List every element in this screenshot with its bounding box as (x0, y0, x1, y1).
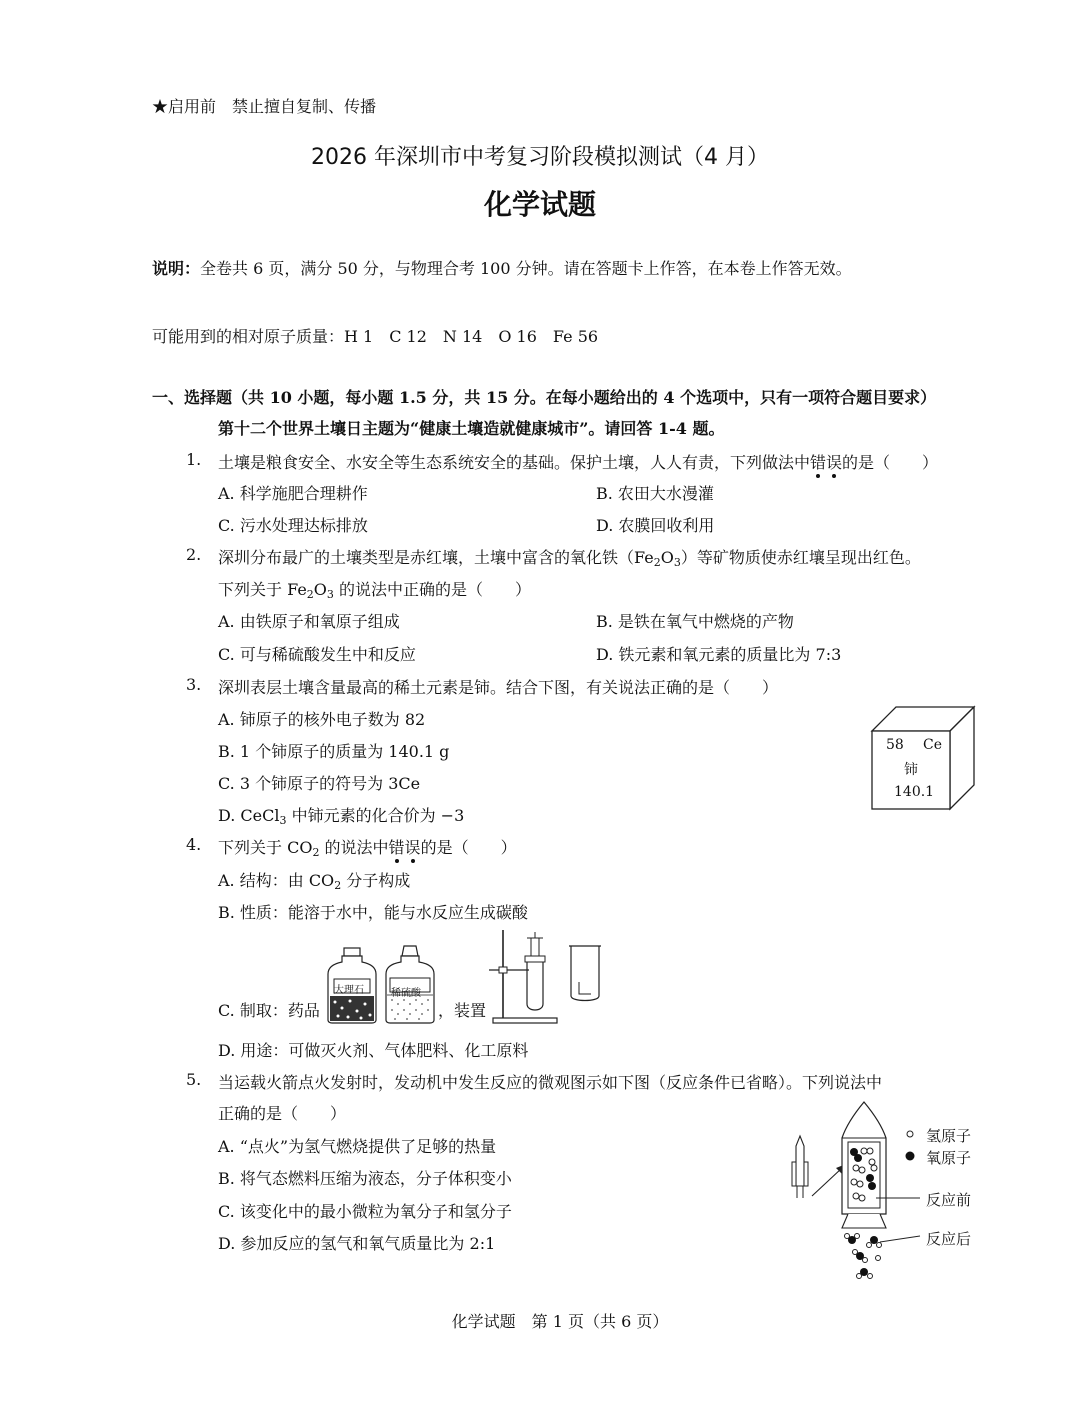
oxygen-atom (868, 1182, 876, 1190)
pointer-after (880, 1236, 920, 1242)
hydrogen-atom (867, 1148, 873, 1154)
hydrogen-atom (868, 1274, 873, 1279)
clamp-holder (499, 967, 507, 973)
atomic-masses: 可能用到的相对原子质量：H 1 C 12 N 14 O 16 Fe 56 (152, 327, 599, 346)
emphasis-dot (816, 474, 820, 478)
q3-number: 3. (186, 675, 202, 694)
hydrogen-atom (863, 1258, 868, 1263)
small-rocket-body (796, 1136, 804, 1186)
q2-option-c: C. 可与稀硫酸发生中和反应 (218, 645, 416, 664)
q2-line1-a: 深圳分布最广的土壤类型是赤红壤，土壤中富含的氧化铁（Fe (218, 548, 654, 567)
hydrogen-atom (853, 1193, 859, 1199)
hydrogen-atom (857, 1274, 862, 1279)
q2-stem-line2 (218, 577, 531, 600)
q5-stem-line1: 当运载火箭点火发射时，发动机中发生反应的微观图示如下图（反应条件已省略）。下列说法中 (218, 1073, 883, 1092)
bottle-stopper (344, 948, 360, 956)
acid-bottle-label: 稀硫酸 (391, 988, 421, 999)
q1-emphasis-text: 错误 (810, 453, 843, 472)
q2-line1-b: ）等矿物质使赤红壤呈现出红色。 (680, 548, 921, 567)
q4-stem-b: 的说法中 (319, 838, 389, 857)
q4-option-b: B. 性质：能溶于水中，能与水反应生成碳酸 (218, 903, 528, 922)
q5-option-b: B. 将气态燃料压缩为液态，分子体积变小 (218, 1169, 512, 1188)
q3-option-c: C. 3 个铈原子的符号为 3Ce (218, 774, 421, 793)
element-symbol: Ce (923, 737, 942, 753)
legend-hydrogen-symbol (907, 1131, 913, 1137)
hydrogen-atom (853, 1250, 858, 1255)
q2-option-a: A. 由铁原子和氧原子组成 (218, 612, 400, 631)
q2-line2-sub2: 2 (306, 588, 314, 601)
q3-option-a: A. 铈原子的核外电子数为 82 (218, 710, 426, 729)
q5-option-c: C. 该变化中的最小微粒为氧分子和氢分子 (218, 1202, 512, 1221)
header-notice: ★启用前 禁止擅自复制、传播 (152, 97, 377, 116)
q1-option-c: C. 污水处理达标排放 (218, 516, 368, 535)
q4-a-sub: 2 (334, 879, 342, 892)
hydrogen-atom (853, 1165, 859, 1171)
q4-option-d: D. 用途：可做灭火剂、气体肥料、化工原料 (218, 1041, 529, 1060)
marble-chips (330, 996, 374, 1021)
hydrogen-atom (859, 1167, 865, 1173)
q5-number: 5. (186, 1070, 202, 1089)
small-rocket-booster (792, 1162, 796, 1186)
q4-stem (218, 835, 517, 858)
element-atomic-number: 58 (886, 737, 904, 753)
q4-option-c-apparatus-label: ，装置 (438, 1001, 487, 1020)
rocket-skirt (842, 1214, 886, 1228)
q2-line2-a: 下列关于 Fe (218, 580, 307, 599)
q5-option-a: A. “点火”为氢气燃烧提供了足够的热量 (218, 1137, 497, 1156)
q1-option-a: A. 科学施肥合理耕作 (218, 484, 368, 503)
q3-stem: 深圳表层土壤含量最高的稀土元素是铈。结合下图，有关说法正确的是（ ） (218, 678, 779, 697)
funnel-stem (531, 938, 539, 956)
marble-bottle-label: 大理石 (334, 985, 364, 996)
q2-sub2: 2 (653, 556, 661, 569)
hydrogen-atom (859, 1195, 865, 1201)
legend-oxygen-symbol (906, 1152, 915, 1161)
section-heading: 一、选择题（共 10 小题，每小题 1.5 分，共 15 分。在每小题给出的 4 个选项中，只有一项符合题目要求） (152, 388, 937, 407)
hydrogen-atom (876, 1256, 881, 1261)
hydrogen-atom (869, 1159, 875, 1165)
oxygen-atom (866, 1174, 874, 1182)
q1-stem-b: 的是（ ） (842, 453, 939, 472)
q2-sub3: 3 (673, 556, 681, 569)
legend-hydrogen-label: 氢原子 (926, 1127, 972, 1145)
q2-line2-sub3: 3 (326, 588, 334, 601)
q1-number: 1. (186, 450, 202, 469)
q4-a-b: 分子构成 (341, 871, 411, 890)
q4-stem-a: 下列关于 CO (218, 838, 313, 857)
gas-collecting-bottle (571, 946, 599, 1001)
iron-stand-base (493, 1018, 557, 1023)
gas-apparatus (487, 926, 612, 1026)
q2-option-d: D. 铁元素和氧元素的质量比为 7:3 (596, 645, 842, 664)
bottle-stopper (402, 946, 418, 956)
emphasis-dot (411, 859, 415, 863)
q2-number: 2. (186, 545, 202, 564)
emphasis-dot (395, 859, 399, 863)
hydrogen-atom (855, 1234, 860, 1239)
q2-stem-line1 (218, 545, 921, 568)
q4-stem-sub: 2 (312, 846, 320, 859)
element-mass: 140.1 (894, 784, 935, 800)
hydrogen-atom (845, 1234, 850, 1239)
q3-d-sub: 3 (279, 814, 287, 827)
zoom-arrow (812, 1168, 842, 1196)
instructions-label: 说明： (152, 259, 201, 278)
rubber-stopper (525, 956, 545, 962)
q1-emphasis (810, 453, 842, 472)
instructions (152, 256, 852, 279)
hydrogen-atom (861, 1148, 867, 1154)
element-name: 铈 (904, 762, 918, 778)
q4-stem-c: 的是（ ） (420, 838, 517, 857)
label-after: 反应后 (926, 1230, 972, 1248)
q4-number: 4. (186, 835, 202, 854)
q4-emphasis-text: 错误 (388, 838, 421, 857)
q3-option-b: B. 1 个铈原子的质量为 140.1 g (218, 742, 450, 761)
q2-option-b: B. 是铁在氧气中燃烧的产物 (596, 612, 794, 631)
label-before: 反应前 (926, 1191, 972, 1209)
hydrogen-atom (877, 1243, 882, 1248)
molecules-after (845, 1234, 882, 1279)
exam-title: 2026 年深圳市中考复习阶段模拟测试（4 月） (311, 145, 769, 170)
q3-option-d (218, 803, 464, 826)
q5-option-d: D. 参加反应的氢气和氧气质量比为 2:1 (218, 1234, 496, 1253)
q4-option-c-label: C. 制取：药品 (218, 1001, 320, 1020)
hydrogen-atom (871, 1165, 877, 1171)
emphasis-dot (832, 474, 836, 478)
oxygen-atom (870, 1236, 878, 1244)
q5-stem-line2: 正确的是（ ） (218, 1104, 347, 1123)
q3-d-a: D. CeCl (218, 806, 280, 825)
q2-line2-b: 的说法中正确的是（ ） (333, 580, 532, 599)
oxygen-atom (854, 1154, 862, 1162)
instructions-text: 全卷共 6 页，满分 50 分，与物理合考 100 分钟。请在答题卡上作答，在本卷上作答无效。 (200, 259, 852, 278)
hydrogen-atom (867, 1243, 872, 1248)
q1-stem-a: 土壤是粮食安全、水安全等生态系统安全的基础。保护土壤，人人有责，下列做法中 (218, 453, 811, 472)
small-rocket-booster (804, 1162, 808, 1186)
test-tube (527, 956, 543, 1010)
page-footer: 化学试题 第 1 页（共 6 页） (451, 1312, 669, 1331)
q1-stem (218, 450, 938, 473)
subject-title: 化学试题 (483, 188, 596, 221)
q4-emphasis (389, 838, 421, 857)
q1-option-b: B. 农田大水漫灌 (596, 484, 714, 503)
hydrogen-atom (857, 1181, 863, 1187)
legend-oxygen-label: 氧原子 (926, 1149, 972, 1167)
q2-o: O (660, 548, 674, 567)
q2-line2-o: O (313, 580, 327, 599)
section-intro: 第十二个世界土壤日主题为“健康土壤造就健康城市”。请回答 1-4 题。 (218, 419, 725, 438)
hydrogen-atom (851, 1179, 857, 1185)
q1-option-d: D. 农膜回收利用 (596, 516, 715, 535)
q4-option-a (218, 868, 410, 891)
q3-d-b: 中铈元素的化合价为 −3 (286, 806, 465, 825)
q4-a-a: A. 结构：由 CO (218, 871, 335, 890)
